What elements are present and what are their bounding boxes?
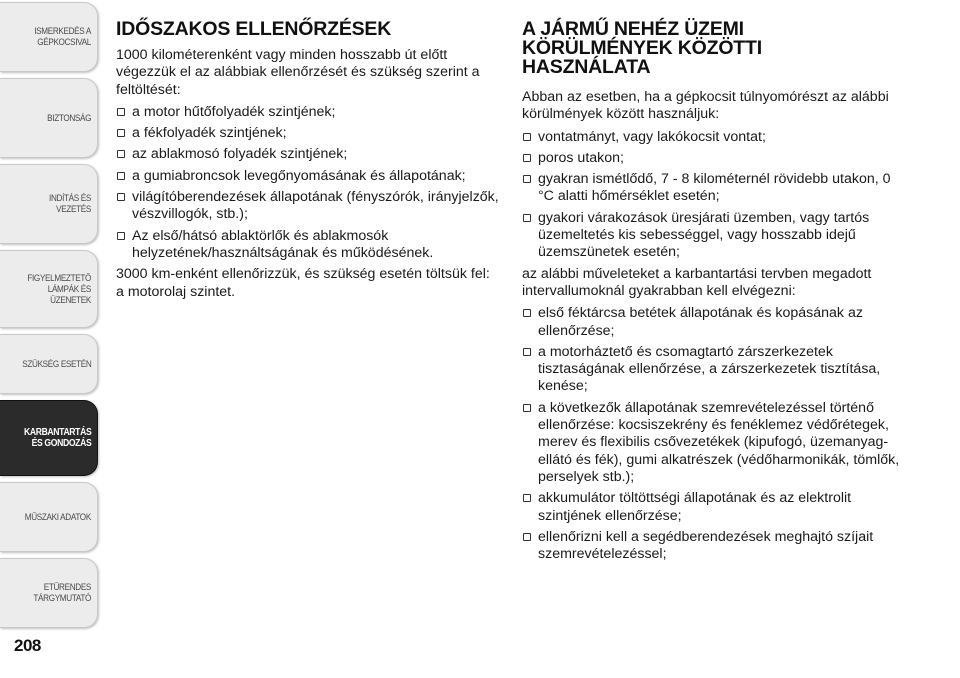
- right-column: [522, 20, 908, 567]
- list-item: gyakori várakozások üresjárati üzemben, vagy tartós üzemeltetés kis sebességgel, vagy hosszabb idejű üzemszünetek esetén;: [522, 210, 908, 262]
- checkbox-icon: [523, 133, 531, 141]
- tab-label: ISMERKEDÉS A GÉPKOCSIVAL: [34, 26, 91, 48]
- left-column: [116, 20, 500, 306]
- intro-paragraph: Abban az esetben, ha a gépkocsit túlnyomórészt az alábbi körülmények között használjuk:: [522, 89, 889, 123]
- section-title: IDŐSZAKOS ELLENŐRZÉSEK: [116, 18, 392, 40]
- checkbox-icon: [117, 108, 125, 116]
- checkbox-icon: [523, 533, 531, 541]
- checkbox-icon: [523, 175, 531, 183]
- tab-label: FIGYELMEZTETŐ LÁMPÁK ÉS ÜZENETEK: [27, 272, 91, 306]
- tab-inditas[interactable]: [0, 164, 98, 244]
- intro-paragraph: 1000 kilométerenként vagy minden hosszabb út előtt végezzük el az alábbiak ellenőrzését és szükség szerint a feltöltését:: [116, 47, 480, 98]
- tab-label: KARBANTARTÁS ÉS GONDOZÁS: [23, 427, 91, 449]
- list-item: a fékfolyadék szintjének;: [116, 125, 500, 142]
- tab-ismerkedes[interactable]: [0, 2, 98, 72]
- tab-targymutato[interactable]: [0, 558, 98, 628]
- operation-list: [522, 305, 908, 563]
- tab-label: ETŰRENDES TÁRGYMUTATÓ: [33, 582, 91, 604]
- tab-label: SZÜKSÉG ESETÉN: [21, 358, 91, 370]
- list-item: az ablakmosó folyadék szintjének;: [116, 146, 500, 163]
- checkbox-icon: [117, 172, 125, 180]
- outro-paragraph: 3000 km-enként ellenőrizzük, és szükség esetén töltsük fel: a motorolaj szintet.: [116, 266, 490, 300]
- condition-list: [522, 129, 908, 262]
- page-number: 208: [14, 636, 41, 655]
- tab-biztonsag[interactable]: [0, 78, 98, 158]
- list-item: ellenőrizni kell a segédberendezések meghajtó szíjait szemrevételezéssel;: [522, 529, 908, 564]
- tab-karbantartas[interactable]: [0, 400, 98, 476]
- tab-szukseg[interactable]: [0, 334, 98, 394]
- list-item: a gumiabroncsok levegőnyomásának és állapotának;: [116, 168, 500, 185]
- list-item: világítóberendezések állapotának (fényszórók, irányjelzők, vészvillogók, stb.);: [116, 189, 500, 224]
- checkbox-icon: [117, 232, 125, 240]
- tab-label: INDÍTÁS ÉS VEZETÉS: [49, 193, 91, 215]
- list-item: a motor hűtőfolyadék szintjének;: [116, 104, 500, 121]
- chapter-tab-rail: [0, 0, 100, 678]
- list-item: poros utakon;: [522, 150, 908, 167]
- middle-paragraph: az alábbi műveleteket a karbantartási tervben megadott intervallumoknál gyakrabban kell elvégezni:: [522, 265, 872, 299]
- checkbox-icon: [523, 494, 531, 502]
- list-item: a motorháztető és csomagtartó zárszerkezetek tisztaságának ellenőrzése, a zárszerkezetek tisztítása, kenése;: [522, 344, 908, 396]
- tab-label: BIZTONSÁG: [47, 112, 91, 124]
- tab-label: MŰSZAKI ADATOK: [24, 511, 91, 523]
- checkbox-icon: [117, 150, 125, 158]
- checkbox-icon: [523, 348, 531, 356]
- list-item: a következők állapotának szemrevételezéssel történő ellenőrzése: kocsiszekrény és fenéklemez védőrétegek, merev és flexibilis csővezetékek (kipufogó, üzemanyag-ellátó és fék), gumi alkatrészek (védőharmonikák, tömlők, perselyek stb.);: [522, 400, 908, 486]
- tab-figyelmezteto[interactable]: [0, 250, 98, 328]
- section-title: A JÁRMŰ NEHÉZ ÜZEMI KÖRÜLMÉNYEK KÖZÖTTI HASZNÁLATA: [522, 18, 762, 78]
- checkbox-icon: [117, 193, 125, 201]
- checkbox-icon: [117, 129, 125, 137]
- checkbox-icon: [523, 404, 531, 412]
- list-item: vontatmányt, vagy lakókocsit vontat;: [522, 129, 908, 146]
- checkbox-icon: [523, 214, 531, 222]
- list-item: Az első/hátsó ablaktörlők és ablakmosók helyzetének/használtságának és működésének.: [116, 228, 500, 263]
- list-item: akkumulátor töltöttségi állapotának és az elektrolit szintjének ellenőrzése;: [522, 490, 908, 525]
- list-item: gyakran ismétlődő, 7 - 8 kilométernél rövidebb utakon, 0 °C alatti hőmérséklet esetén;: [522, 171, 908, 206]
- checkbox-icon: [523, 309, 531, 317]
- tab-muszaki[interactable]: [0, 482, 98, 552]
- check-list: [116, 104, 500, 262]
- checkbox-icon: [523, 154, 531, 162]
- list-item: első féktárcsa betétek állapotának és kopásának az ellenőrzése;: [522, 305, 908, 340]
